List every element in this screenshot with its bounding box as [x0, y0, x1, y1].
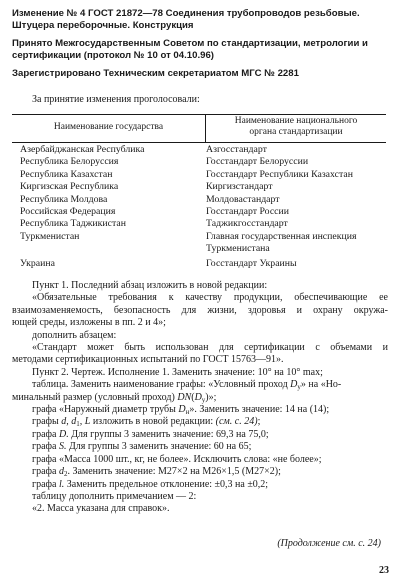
table-row [20, 218, 390, 230]
item1-quote-line1: «Обязательные требования к качеству продукции, обеспечивающие ее [32, 292, 388, 304]
item2-columns-d-d1-l: графы d, $d_1$, L изложить в новой редакции: (см. с. 24); [32, 416, 261, 429]
state-name: Республика Казахстан [20, 168, 113, 180]
item1-quote-line2: взаимозаменяемость, безопасность для жизни, здоровья и охрану окружа- [12, 304, 388, 316]
state-name: Туркменистан [20, 230, 80, 242]
continuation-note: (Продолжение см. с. 24) [277, 538, 381, 549]
table-row [20, 231, 390, 256]
item2-column-d2: графа $d_2$. Заменить значение: М27×2 на М26×1,5 (М27×2); [32, 466, 281, 479]
item1-addition-line2: методами сертификационных испытаний по ГОСТ 15763—91». [12, 354, 284, 366]
item2-column-d: графа D. Для группы 3 заменить значение: 69,3 на 75,0; [32, 428, 269, 440]
item2-column-l: графа l. Заменить предельное отклонение: ±0,3 на ±0,2; [32, 478, 269, 490]
table-top-rule [12, 114, 386, 115]
standards-body: Киргизстандарт [206, 181, 273, 193]
adoption-note-line2: сертификации (протокол № 10 от 04.10.96) [12, 50, 214, 61]
standards-body: Госстандарт Белоруссии [206, 156, 309, 168]
item1-heading: Пункт 1. Последний абзац изложить в новой редакции: [32, 280, 268, 291]
item2-table-rename-line2: минальный размер (условный проход) $DN(D_у)$»; [12, 391, 217, 404]
table-header-body-line2: органа стандартизации [249, 127, 343, 137]
table-header-state: Наименование государства [53, 122, 164, 132]
standards-body: Госстандарт Республики Казахстан [206, 168, 353, 180]
standards-body: Госстандарт Украины [206, 257, 297, 269]
table-row [20, 144, 390, 156]
voting-intro: За принятие изменения проголосовали: [32, 94, 200, 105]
amendment-title: Изменение № 4 ГОСТ 21872—78 Соединения трубопроводов резьбовые. [12, 8, 360, 19]
table-header-rule [12, 142, 386, 143]
standards-body: Азгосстандарт [206, 144, 267, 155]
table-header-body-line1: Наименование национального [234, 116, 358, 126]
amendment-text [12, 280, 388, 516]
standards-body: Главная государственная инспекция [206, 230, 357, 242]
standards-body: Молдовастандарт [206, 193, 280, 205]
adoption-note-line1: Принято Межгосударственным Советом по стандартизации, метрологии и [12, 38, 368, 49]
standards-body: Таджикгосстандарт [206, 218, 288, 230]
state-name: Российская Федерация [20, 205, 116, 217]
voting-table-body [20, 144, 390, 270]
item2-heading: Пункт 2. Чертеж. Исполнение 1. Заменить значение: 10° на 10° max; [32, 366, 323, 378]
amendment-subtitle: Штуцера переборочные. Конструкция [12, 20, 194, 31]
item1-quote-line3: ющей среды, изложены в пп. 2 и 4»; [12, 317, 166, 329]
table-row [20, 156, 390, 168]
item2-note-heading: таблицу дополнить примечанием — 2: [32, 490, 197, 502]
item2-column-mass: графа «Масса 1000 шт., кг, не более». Исключить слова: «не более»; [32, 453, 322, 465]
item2-column-s: графа S. Для группы 3 заменить значение: 60 на 65; [32, 441, 252, 453]
table-row [20, 169, 390, 181]
table-row [20, 181, 390, 193]
item2-table-rename-line1: таблица. Заменить наименование графы: «Условный проход $D_у$» на «Но- [32, 379, 342, 392]
registration-note: Зарегистрировано Техническим секретариатом МГС № 2281 [12, 68, 299, 79]
standards-body-continued: Туркменистана [206, 243, 270, 255]
item1-addition-line1: «Стандарт может быть использован для сертификации с объемами и [32, 342, 388, 354]
state-name: Украина [20, 257, 55, 269]
state-name: Республика Таджикистан [20, 218, 126, 230]
state-name: Азербайджанская Республика [20, 144, 145, 155]
table-row [20, 206, 390, 218]
table-row [20, 258, 390, 270]
item2-outer-diameter: графа «Наружный диаметр трубы $D_н$». Заменить значение: 14 на (14); [32, 404, 330, 417]
standards-body: Госстандарт России [206, 205, 289, 217]
item2-note-text: «2. Масса указана для справок». [32, 503, 170, 515]
item1-addition-heading: дополнить абзацем: [32, 329, 117, 341]
page-number: 23 [379, 565, 389, 576]
state-name: Республика Белоруссия [20, 156, 119, 168]
state-name: Республика Молдова [20, 193, 108, 205]
state-name: Киргизская Республика [20, 181, 119, 193]
table-row [20, 194, 390, 206]
